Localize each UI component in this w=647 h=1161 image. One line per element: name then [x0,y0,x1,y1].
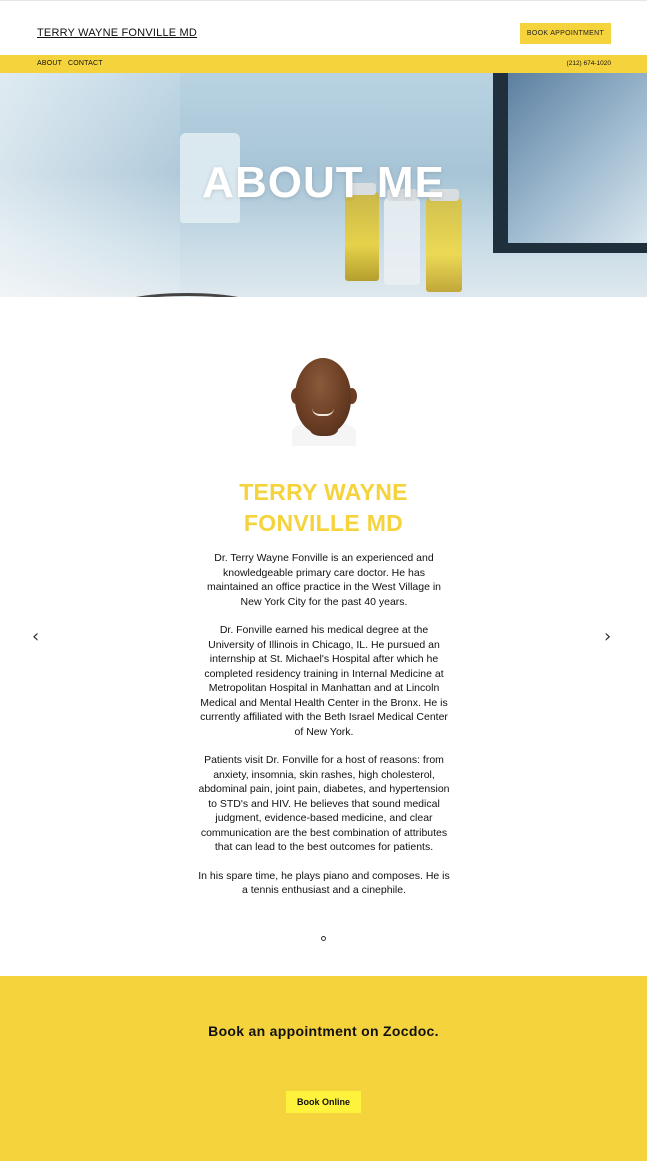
hero-title: ABOUT ME [202,158,445,207]
nav-item-about[interactable]: ABOUT [37,60,63,67]
site-title-link[interactable]: TERRY WAYNE FONVILLE MD [37,27,198,39]
slider-prev-arrow-icon[interactable]: ‹ [32,626,40,647]
phone-number: (212) 674-1020 [566,60,611,67]
bio-paragraph: Dr. Fonville earned his medical degree at the University of Illinois in Chicago, IL. He pursued an internship at St. Michael's Hospital after which he completed residency training in Internal Medicine at Metropolitan Hospital in Manhattan and at Lincoln Medical and Mental Health Center in the Bronx. He is currently affiliated with the Beth Israel Medical Center of New York. [200,624,448,738]
book-online-button[interactable]: Book Online [286,1091,361,1113]
doctor-name-line2: FONVILLE MD [243,510,404,536]
book-appointment-button[interactable]: BOOK APPOINTMENT [520,23,611,44]
footer-heading: Book an appointment on Zocdoc. [208,1023,439,1039]
site-header [0,0,647,55]
hero-bottle-image [426,197,462,292]
hero-bottle-image [384,197,420,285]
avatar-head [295,358,351,434]
doctor-avatar [286,352,362,448]
footer-cta-section [0,976,647,1161]
slider-next-arrow-icon[interactable]: › [604,626,612,647]
doctor-name-heading [0,477,647,539]
bio-paragraph: In his spare time, he plays piano and composes. He is a tennis enthusiast and a cinephile. [198,869,450,896]
bio-paragraph: Patients visit Dr. Fonville for a host of reasons: from anxiety, insomnia, skin rashes, high cholesterol, abdominal pain, joint pain, diabetes, and hypertension to STD's and HIV. He believes that sound medical judgment, evidence-based medicine, and clear communication are the best combination of attributes that can lead to the best outcomes for patients. [198,754,450,853]
nav-bar [0,55,647,73]
doctor-name-line1: TERRY WAYNE [239,479,408,505]
bio-text [198,551,450,912]
hero-banner [0,73,647,297]
slider-dot-indicator[interactable] [321,936,326,941]
bio-paragraph: Dr. Terry Wayne Fonville is an experienced and knowledgeable primary care doctor. He has maintained an office practice in the West Village in New York City for the past 40 years. [206,552,442,608]
nav-item-contact[interactable]: CONTACT [68,60,103,67]
